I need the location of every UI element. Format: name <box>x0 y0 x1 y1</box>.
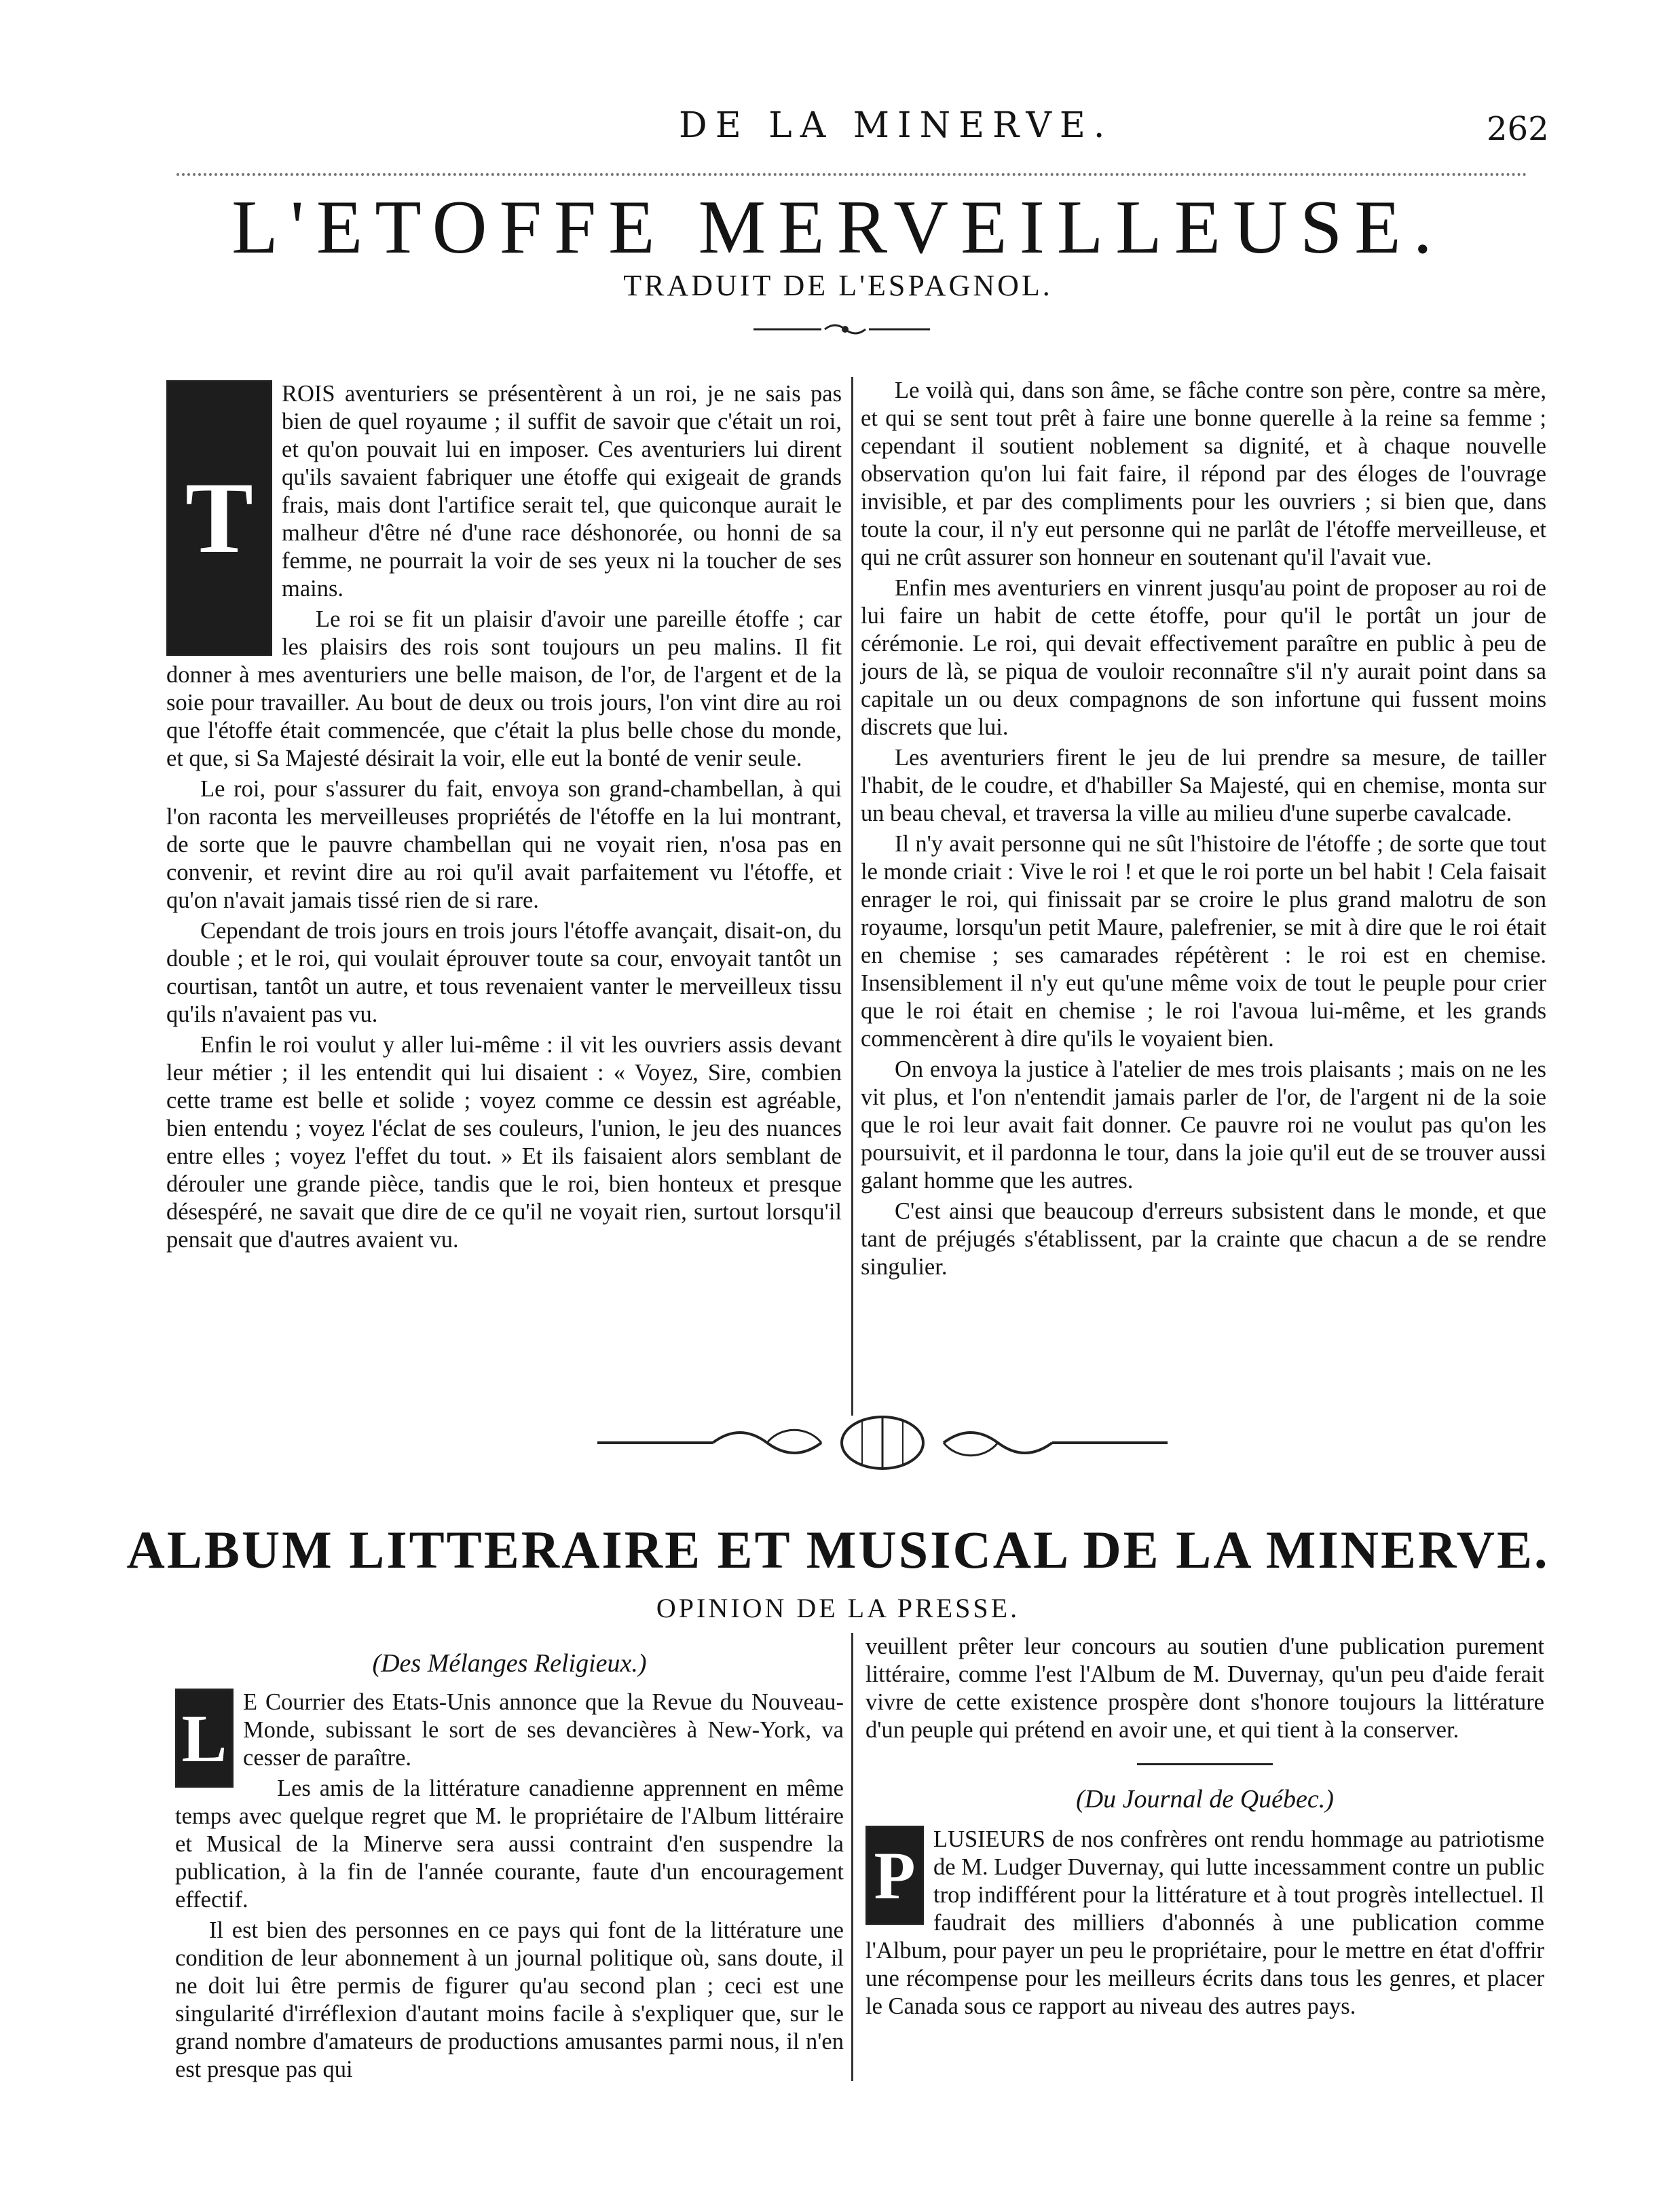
paragraph: veuillent prêter leur concours au soutien d'une publication purement littéraire, comme l'est l'Album de M. Duvernay, qu'un peu d'aide ferait vivre de cette existence prospère dont s'honore toujours la littérature d'un peuple qui prétend en avoir une, et qui tient à la conserver. <box>865 1634 1544 1743</box>
short-rule <box>1137 1763 1273 1765</box>
paragraph: Cependant de trois jours en trois jours l'étoffe avançait, disait-on, du double ; et le roi, qui voulait éprouver toute sa cour, envoyait tantôt un courtisan, tantôt un autre, et tous revenaient vanter le merveilleux tissu qu'ils n'avaient pas vu. <box>166 918 842 1027</box>
source-credit: (Des Mélanges Religieux.) <box>372 1649 647 1678</box>
paragraph: C'est ainsi que beaucoup d'erreurs subsistent dans le monde, et que tant de préjugés s'établissent, par la crainte que chacun a de se rendre singulier. <box>861 1198 1546 1280</box>
paragraph: LUSIEURS de nos confrères ont rendu hommage au patriotisme de M. Ludger Duvernay, qui lutte incessamment contre un public trop indifférent pour la littérature et à tout progrès intellectuel. Il faudrait des milliers d'abonnés à une publication comme l'Album, pour payer un peu le propriétaire, pour le mettre en état d'offrir une récompense pour les meilleurs écrits dans tous les genres, et placer le Canada sous ce rapport au niveau des autres pays. <box>865 1826 1544 2019</box>
drop-cap: L <box>175 1689 234 1788</box>
paragraph: ROIS aventuriers se présentèrent à un roi, je ne sais pas bien de quel royaume ; il suffit de savoir que c'était un roi, et qu'on pouvait lui en imposer. Ces aventuriers lui dirent qu'ils savaient fabriquer une étoffe qui exigeait de grands frais, mais dont l'artifice serait tel, que quiconque aurait le malheur d'être né d'une race déshonorée, ou honni de sa femme, ne pourrait la voir de ses yeux ni la toucher de ses mains. <box>282 381 842 602</box>
paragraph: Il n'y avait personne qui ne sût l'histoire de l'étoffe ; de sorte que tout le monde criait : Vive le roi ! et que le roi porte un bel habit ! Cela faisait enrager le roi, qui finissait par se croire le plus grand malotru de son royaume, lorsqu'un petit Maure, palefrenier, se mit à dire que le roi était en chemise ; ses camarades répétèrent : le roi est en chemise. Insensiblement il n'y eut qu'une même voix de tout le peuple pour crier que le roi était en chemise ; le roi l'avoua lui-même, et les grands commencèrent à dire qu'ils le voyaient bien. <box>861 831 1546 1052</box>
paragraph: Le roi se fit un plaisir d'avoir une pareille étoffe ; car les plaisirs des rois sont toujours un peu malins. Il fit donner à mes aventuriers une belle maison, de l'or, de l'argent et de la soie pour travailler. Au bout de deux ou trois jours, l'on vint dire au roi que l'étoffe était commencée, que c'était la plus belle chose du monde, et que, si Sa Majesté désirait la voir, elle eut la bonté de venir seule. <box>166 606 842 771</box>
article-subtitle: TRADUIT DE L'ESPAGNOL. <box>623 269 1053 302</box>
small-ornament-icon <box>747 319 937 339</box>
article1-column-left <box>166 380 842 1257</box>
article2-column-left <box>175 1643 844 2086</box>
header-dotted-rule <box>176 173 1527 176</box>
album-title: ALBUM LITTERAIRE ET MUSICAL DE LA MINERVE. <box>126 1520 1550 1579</box>
paragraph: Les amis de la littérature canadienne apprennent en même temps avec quelque regret que M. le propriétaire de l'Album littéraire et Musical de la Minerve sera aussi contraint d'en suspendre la publication, à la fin de l'année courante, faute d'un encouragement effectif. <box>175 1775 844 1913</box>
article-title: L'ETOFFE MERVEILLEUSE. <box>231 185 1445 270</box>
drop-cap: T <box>166 380 272 656</box>
article1-column-right <box>861 377 1546 1284</box>
paragraph: Le roi, pour s'assurer du fait, envoya son grand-chambellan, à qui l'on raconta les merveilleuses propriétés de l'étoffe en la lui montrant, de sorte que le pauvre chambellan qui ne voyait rien, n'osa pas en convenir, et revint dire au roi qu'il avait parfaitement vu l'étoffe, et qu'on n'avait jamais tissé rien de si rare. <box>166 776 842 913</box>
paragraph: Le voilà qui, dans son âme, se fâche contre son père, contre sa mère, et qui se sent tout prêt à faire une bonne querelle à la reine sa femme ; cependant il soutient noblement sa dignité, et à chaque nouvelle observation qu'on lui fait faire, il répond par des éloges de l'ouvrage invisible, et par des compliments pour les ouvriers ; si bien que, dans toute la cour, il n'y eut personne qui ne parlât de l'étoffe merveilleuse, et qui ne crût assurer son honneur en soutenant qu'il l'avait vue. <box>861 377 1546 570</box>
ornamental-divider-icon <box>591 1412 1174 1473</box>
drop-cap: P <box>865 1826 924 1925</box>
album-subtitle: OPINION DE LA PRESSE. <box>656 1593 1020 1623</box>
paragraph: E Courrier des Etats-Unis annonce que la Revue du Nouveau-Monde, subissant le sort de ses devancières à New-York, va cesser de paraître. <box>243 1689 844 1771</box>
paragraph: Enfin le roi voulut y aller lui-même : il vit les ouvriers assis devant leur métier ; il les entendit qui lui disaient : « Voyez, Sire, combien cette trame est belle et solide ; voyez comme ce dessin est agréable, bien entendu ; voyez l'éclat de ses couleurs, l'union, le jeu des nuances entre elles ; voyez l'effet du tout. » Et ils faisaient alors semblant de dérouler une grande pièce, tandis que le roi, bien honteux et presque désespéré, ne savait que dire de ce qu'il ne voyait rien, surtout lorsqu'il pensait que d'autres avaient vu. <box>166 1032 842 1253</box>
running-title: DE LA MINERVE. <box>679 105 1113 146</box>
paragraph: On envoya la justice à l'atelier de mes trois plaisants ; mais on ne les vit plus, et l'on n'entendit jamais parler de l'or, de l'argent ni de la soie que le roi leur avait fait donner. Ce pauvre roi ne voulut pas qu'on les poursuivit, et il pardonna le tour, dans la joie qu'il eut de se trouver aussi galant homme que les autres. <box>861 1056 1546 1194</box>
paragraph: Les aventuriers firent le jeu de lui prendre sa mesure, de tailler l'habit, de le coudre, et d'habiller Sa Majesté, qui en chemise, monta sur un beau cheval, et traversa la ville au milieu d'une superbe cavalcade. <box>861 745 1546 826</box>
paragraph: Il est bien des personnes en ce pays qui font de la littérature une condition de leur abonnement à un journal politique où, sans doute, il ne doit lui être permis de figurer qu'au second plan ; ceci est une singularité d'irréflexion d'autant moins facile à s'expliquer que, sur le grand nombre d'amateurs de productions amusantes parmi nous, il n'en est presque pas qui <box>175 1917 844 2082</box>
article2-column-right <box>865 1633 1544 2023</box>
page-number: 262 <box>1487 110 1549 148</box>
source-credit: (Du Journal de Québec.) <box>1076 1785 1334 1813</box>
column-divider <box>851 377 853 1416</box>
paragraph: Enfin mes aventuriers en vinrent jusqu'au point de proposer au roi de lui faire un habit de cette étoffe, pour qu'il le portât un jour de cérémonie. Le roi, qui devait effectivement paraître en public à peu de jours de là, se piqua de vouloir reconnaître s'il n'y aurait point dans sa capitale un ou deux compagnons de son infortune qui fussent moins discrets que lui. <box>861 575 1546 740</box>
column-divider <box>851 1633 853 2081</box>
